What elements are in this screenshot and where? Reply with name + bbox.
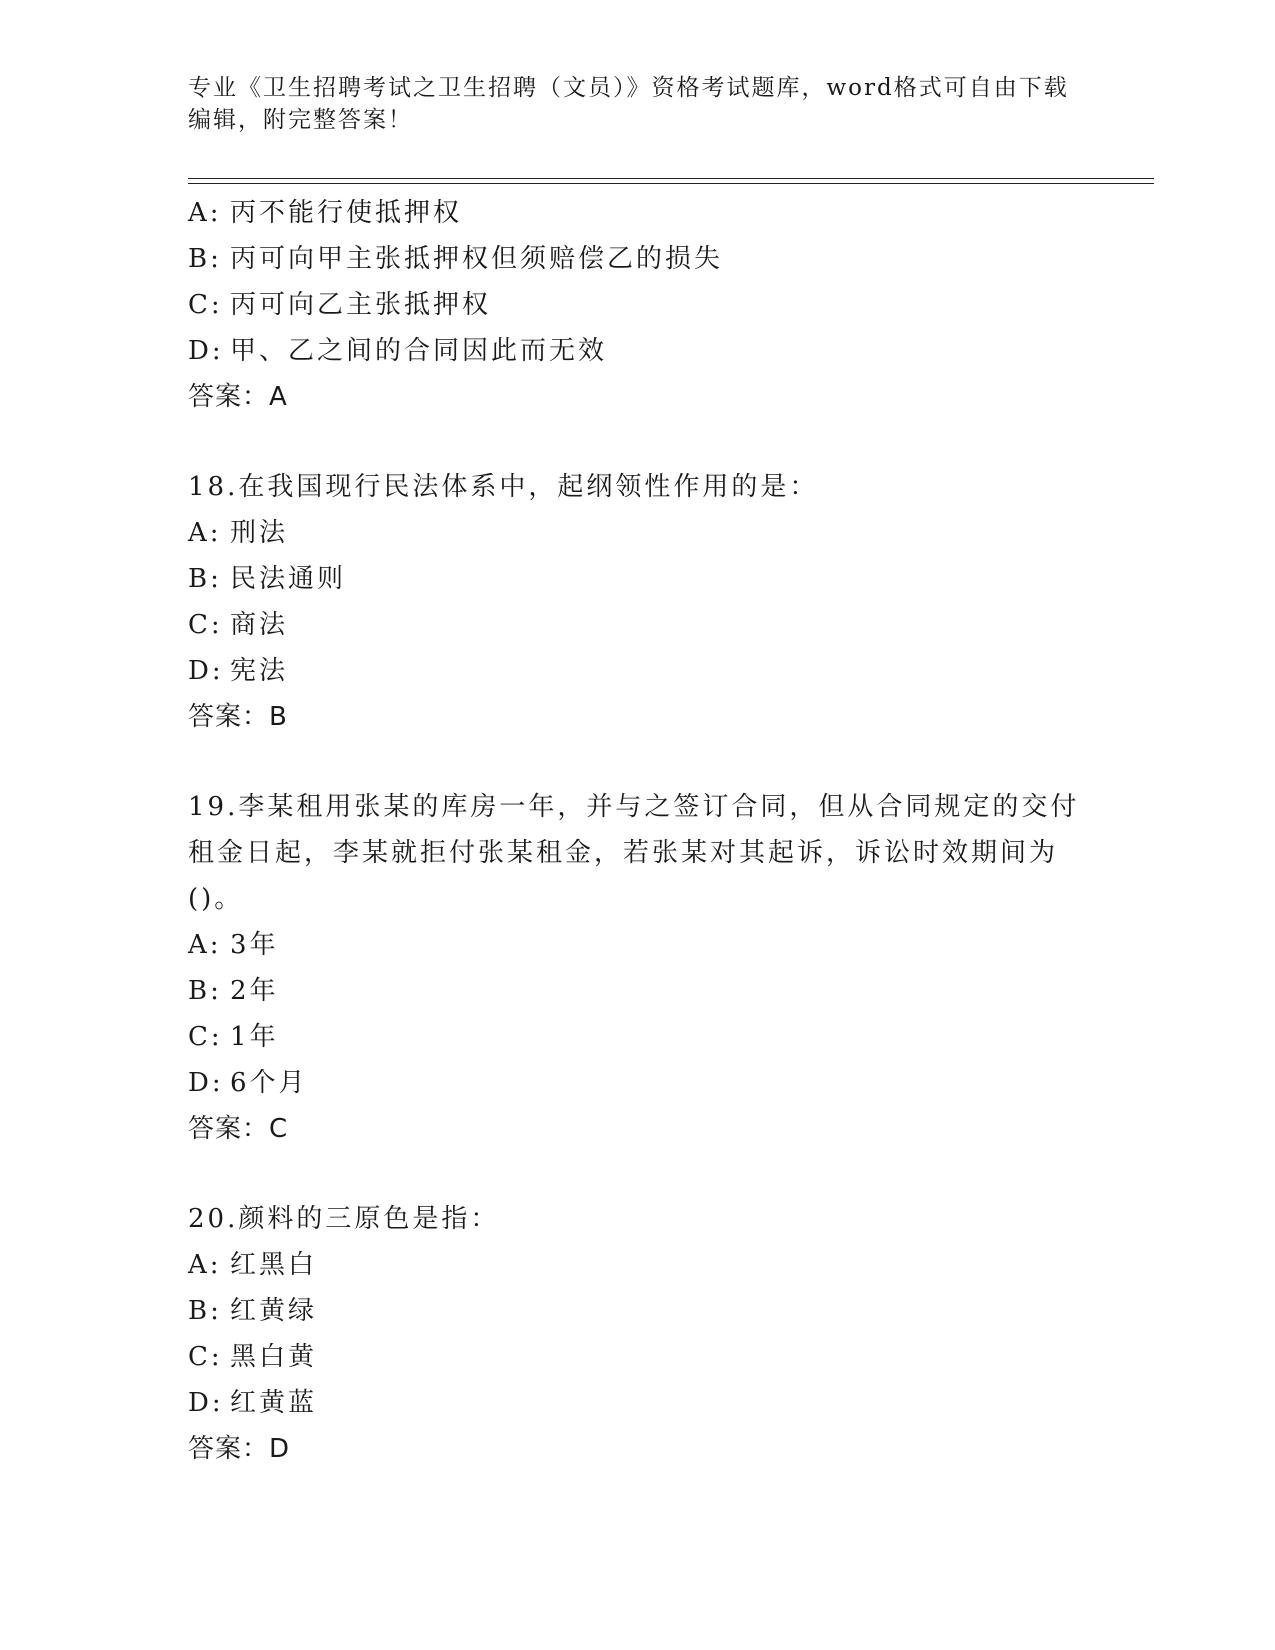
option-text: 丙可向甲主张抵押权但须赔偿乙的损失	[230, 244, 724, 274]
option-key: B:	[188, 976, 222, 1006]
option-text: 红黑白	[230, 1250, 318, 1280]
question-17-continued	[188, 190, 1108, 420]
option-key: A:	[188, 930, 222, 960]
option-c	[188, 282, 1108, 328]
option-text: 商法	[230, 610, 289, 640]
question-text: 20.颜料的三原色是指：	[188, 1204, 500, 1234]
option-text: 2年	[230, 976, 279, 1006]
spacer	[188, 1152, 1108, 1196]
answer-label: 答案：C	[188, 1114, 289, 1144]
option-key: D:	[188, 1068, 224, 1098]
header-line-2: 编辑，附完整答案！	[188, 107, 413, 133]
question-text: 18.在我国现行民法体系中，起纲领性作用的是：	[188, 472, 819, 502]
question-20	[188, 1196, 1108, 1472]
option-text: 黑白黄	[230, 1342, 318, 1372]
option-a	[188, 922, 1108, 968]
option-key: D:	[188, 336, 224, 366]
question-list	[188, 190, 1108, 1472]
answer-label: 答案：A	[188, 382, 288, 412]
option-b	[188, 556, 1108, 602]
question-text-line-2: 租金日起，李某就拒付张某租金，若张某对其起诉，诉讼时效期间为	[188, 838, 1059, 868]
option-a	[188, 510, 1108, 556]
header-divider-bottom	[188, 183, 1154, 184]
option-d	[188, 648, 1108, 694]
option-d	[188, 1380, 1108, 1426]
option-key: A:	[188, 1250, 222, 1280]
option-text: 丙可向乙主张抵押权	[230, 290, 492, 320]
option-a	[188, 1242, 1108, 1288]
option-key: C:	[188, 1022, 223, 1052]
answer-label: 答案：B	[188, 702, 288, 732]
option-b	[188, 1288, 1108, 1334]
option-b	[188, 968, 1108, 1014]
option-text: 甲、乙之间的合同因此而无效	[230, 336, 608, 366]
option-key: D:	[188, 656, 224, 686]
option-a	[188, 190, 1108, 236]
option-text: 民法通则	[230, 564, 347, 594]
option-text: 3年	[230, 930, 279, 960]
option-c	[188, 602, 1108, 648]
option-text: 红黄蓝	[230, 1388, 318, 1418]
spacer	[188, 740, 1108, 784]
option-text: 丙不能行使抵押权	[230, 198, 463, 228]
answer-label: 答案：D	[188, 1434, 291, 1464]
document-header	[188, 72, 1088, 136]
option-key: B:	[188, 564, 222, 594]
option-c	[188, 1014, 1108, 1060]
option-c	[188, 1334, 1108, 1380]
option-key: B:	[188, 1296, 222, 1326]
option-d	[188, 328, 1108, 374]
option-key: A:	[188, 518, 222, 548]
question-18	[188, 464, 1108, 740]
option-key: C:	[188, 290, 223, 320]
question-19	[188, 784, 1108, 1152]
option-d	[188, 1060, 1108, 1106]
option-b	[188, 236, 1108, 282]
option-text: 刑法	[230, 518, 289, 548]
option-text: 红黄绿	[230, 1296, 318, 1326]
option-text: 6个月	[230, 1068, 308, 1098]
spacer	[188, 420, 1108, 464]
question-text-line-1: 19.李某租用张某的库房一年，并与之签订合同，但从合同规定的交付	[188, 792, 1080, 822]
question-text-line-3: ()。	[188, 884, 244, 914]
option-key: D:	[188, 1388, 224, 1418]
option-text: 宪法	[230, 656, 289, 686]
header-line-1: 专业《卫生招聘考试之卫生招聘（文员）》资格考试题库，word格式可自由下载	[188, 75, 1069, 101]
option-key: A:	[188, 198, 222, 228]
header-divider-top	[188, 178, 1154, 179]
option-key: C:	[188, 610, 223, 640]
option-key: B:	[188, 244, 222, 274]
option-key: C:	[188, 1342, 223, 1372]
option-text: 1年	[230, 1022, 279, 1052]
